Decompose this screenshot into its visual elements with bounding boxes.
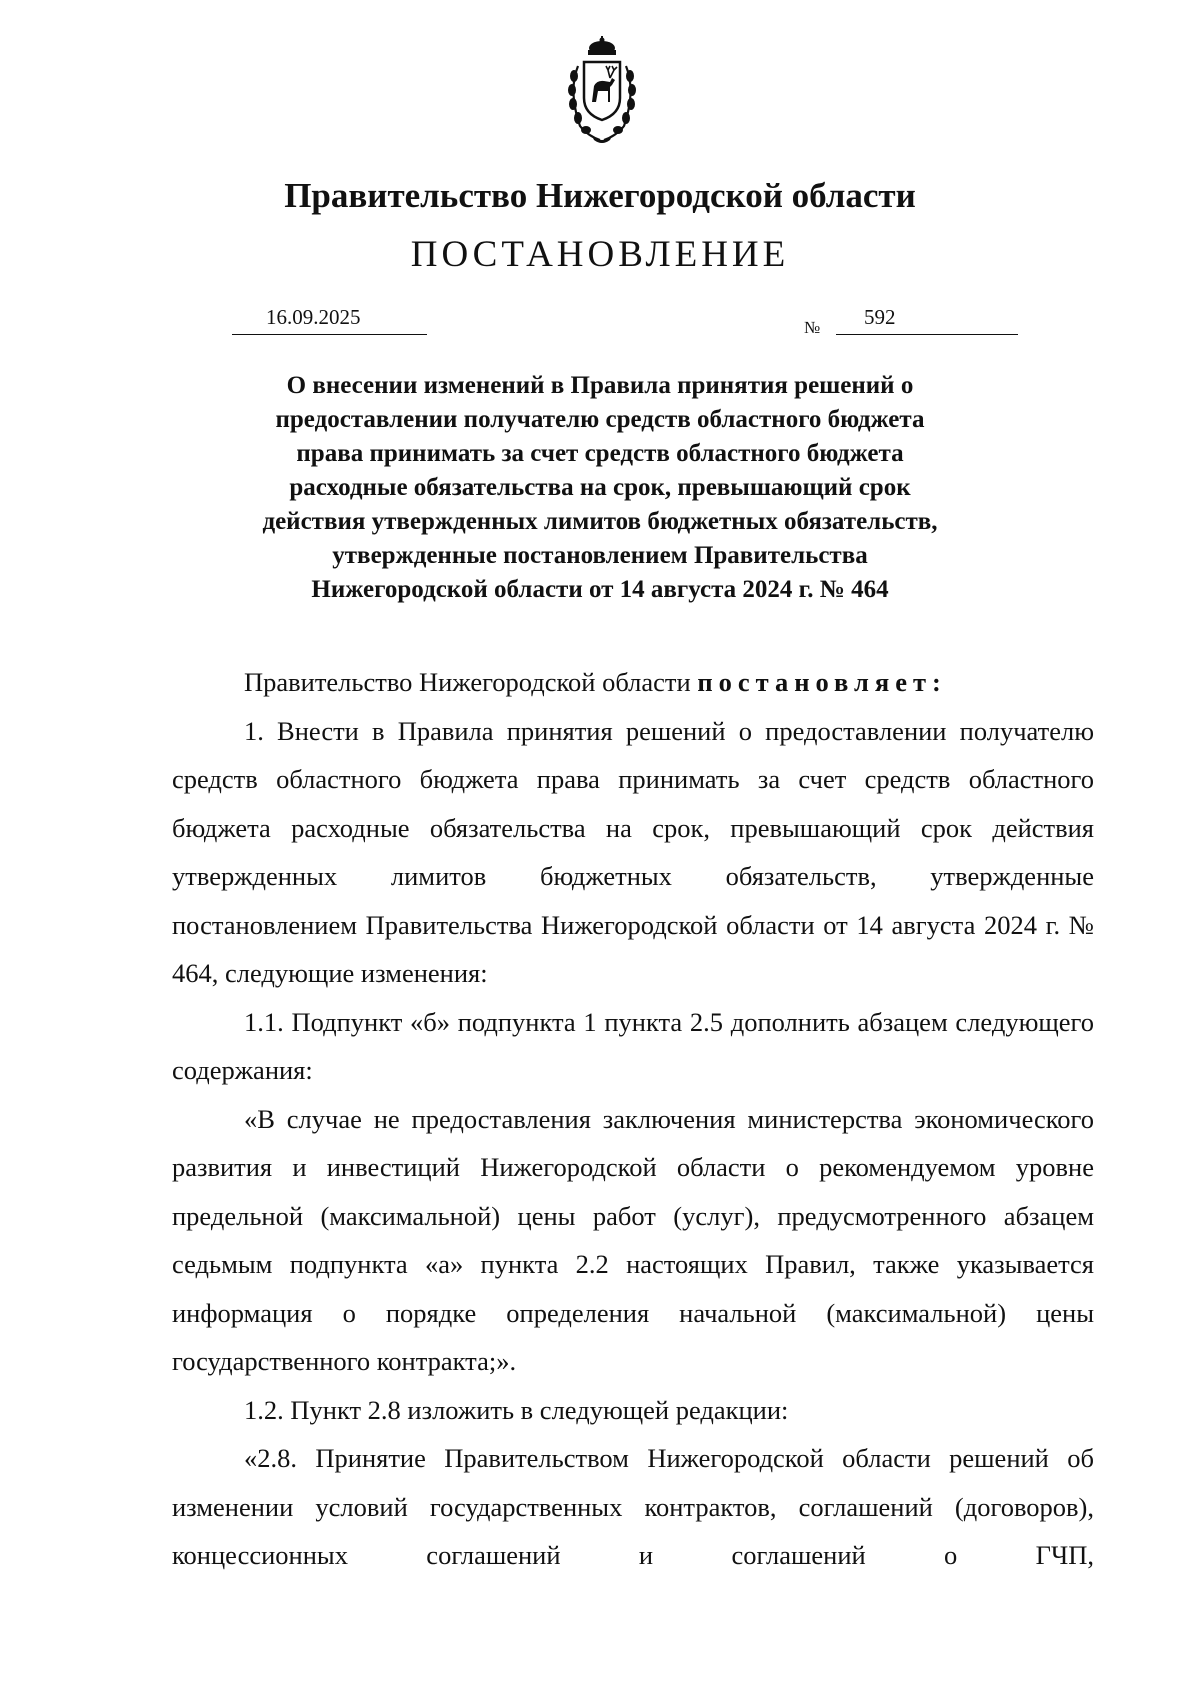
organization-title: Правительство Нижегородской области (284, 176, 916, 215)
heading-line: утвержденные постановлением Правительства (332, 542, 868, 569)
paragraph: «2.8. Принятие Правительством Нижегородской области решений об изменении условий государственных контрактов, соглашений (договоров), концессионных соглашений и соглашений о ГЧП, (172, 1443, 1094, 1570)
heading-line: О внесении изменений в Правила принятия решений о (286, 372, 914, 399)
number-field (836, 304, 1018, 335)
heading-line: права принимать за счет средств областного бюджета (296, 440, 904, 467)
preamble-text: Правительство Нижегородской области (244, 667, 698, 697)
coat-of-arms-icon (564, 36, 640, 146)
heading-line: расходные обязательства на срок, превышающий срок (289, 474, 911, 501)
heading-line: предоставлении получателю средств областного бюджета (275, 406, 925, 433)
paragraph: 1. Внести в Правила принятия решений о предоставлении получателю средств областного бюджета права принимать за счет средств областного бюджета расходные обязательства на срок, превышающий срок действия утвержденных лимитов бюджетных обязательств, утвержденные постановлением Правительства Нижегородской области от 14 августа 2024 г. № 464, следующие изменения: (172, 715, 1094, 988)
preamble (172, 658, 1094, 707)
heading-line: действия утвержденных лимитов бюджетных обязательств, (262, 508, 938, 535)
paragraph: 1.2. Пункт 2.8 изложить в следующей редакции: (244, 1394, 789, 1425)
paragraph: 1.1. Подпункт «б» подпункта 1 пункта 2.5 дополнить абзацем следующего содержания: (172, 1006, 1094, 1085)
document-heading (220, 369, 980, 607)
heading-line: Нижегородской области от 14 августа 2024 г. № 464 (311, 576, 889, 603)
preamble-verb: постановляет: (697, 667, 947, 697)
number-sign: № (804, 318, 821, 337)
paragraph: «В случае не предоставления заключения министерства экономического развития и инвестиций Нижегородской области о рекомендуемом уровне предельной (максимальной) цены работ (услуг), предусмотренного абзацем седьмым подпункта «а» пункта 2.2 настоящих Правил, также указывается информация о порядке определения начальной (максимальной) цены государственного контракта;». (172, 1103, 1094, 1376)
document-type: ПОСТАНОВЛЕНИЕ (410, 234, 790, 275)
date-field (232, 304, 427, 335)
document-date: 16.09.2025 (266, 305, 361, 329)
document-number: 592 (864, 305, 896, 329)
document-body (172, 658, 1094, 1580)
